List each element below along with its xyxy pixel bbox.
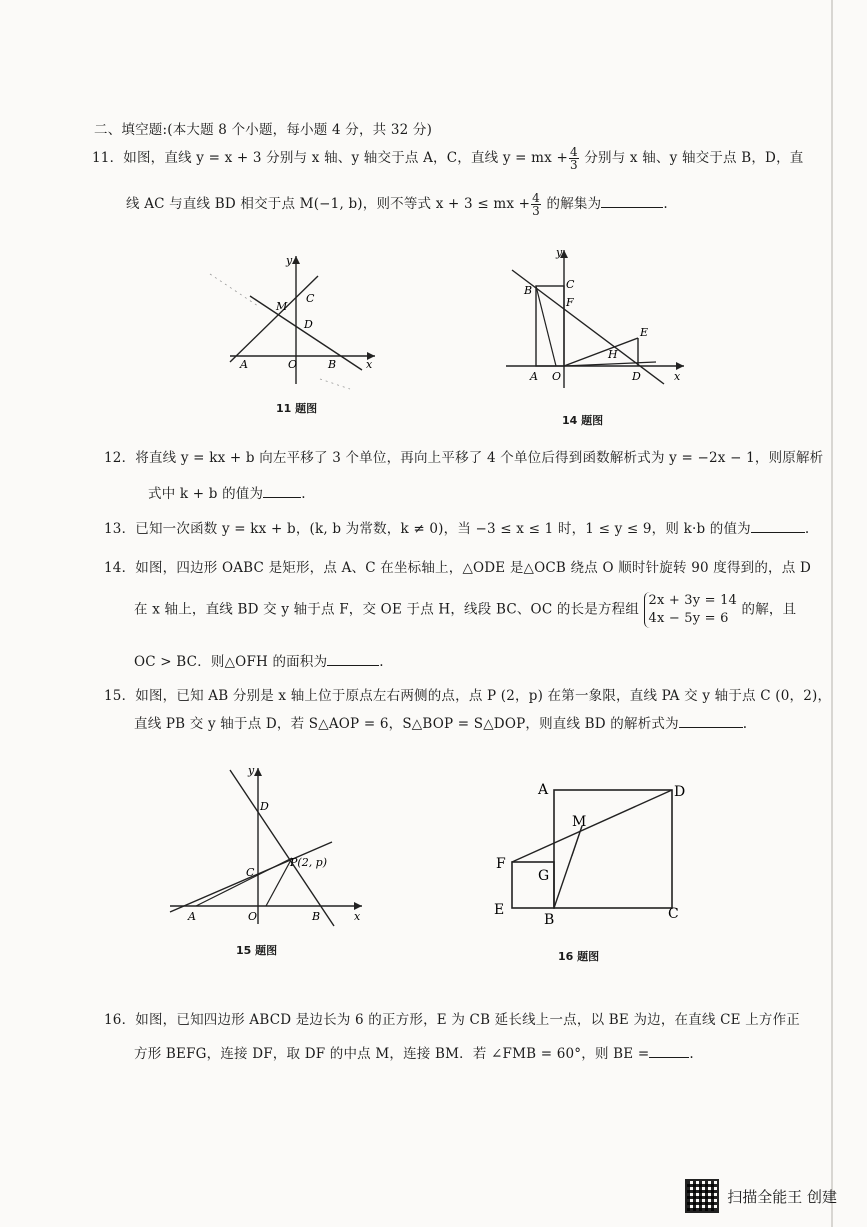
figure-16-caption: 16 题图 <box>558 950 600 963</box>
figure-15 <box>166 760 366 930</box>
question-14-line-2: 在 x 轴上，直线 BD 交 y 轴于点 F，交 OE 于点 H，线段 BC、OC 的长是方程组 2x + 3y = 14 4x − 5y = 6 的解，且 <box>134 593 797 626</box>
fig11-label-m: M <box>276 300 288 313</box>
q11-text-d: 的解集为 <box>542 196 602 212</box>
fig15-label-p: P(2, p) <box>290 856 328 869</box>
question-15-line-2: 直线 PB 交 y 轴于点 D，若 S△AOP = 6，S△BOP = S△DOP，则直线 BD 的解析式为 . <box>134 716 748 732</box>
figure-11-caption: 11 题图 <box>276 402 318 415</box>
fig15-label-b: B <box>312 910 321 923</box>
question-11-line-2: 线 AC 与直线 BD 相交于点 M(−1, b)，则不等式 x + 3 ≤ mx + $\frac{4}{3}$ 的解集为 . <box>126 191 668 218</box>
fig14-label-y: y <box>556 246 563 259</box>
section-heading: 二、填空题:(本大题 8 个小题，每小题 4 分，共 32 分) <box>94 122 433 138</box>
question-15-line-1: 15．如图，已知 AB 分别是 x 轴上位于原点左右两侧的点，点 P (2，p) 在第一象限，直线 PA 交 y 轴于点 C (0，2)， <box>104 688 832 704</box>
fig14-label-f: F <box>566 296 574 309</box>
watermark-text: 扫描全能王 创建 <box>727 1187 837 1206</box>
fig14-label-o: O <box>552 370 562 383</box>
fig11-label-y: y <box>286 254 293 267</box>
fig11-label-x: x <box>366 358 373 371</box>
scanner-watermark <box>685 1179 837 1213</box>
question-11-line-1 <box>92 146 803 171</box>
fig16-label-f: F <box>496 856 506 872</box>
fig14-label-c: C <box>566 278 575 291</box>
fig15-label-a: A <box>188 910 196 923</box>
figure-16 <box>486 770 696 930</box>
fig14-label-d: D <box>632 370 641 383</box>
figure-11 <box>200 244 390 394</box>
fig16-label-m: M <box>572 814 587 830</box>
fig11-label-a: A <box>240 358 248 371</box>
answer-blank[interactable] <box>601 195 663 208</box>
question-14-line-1: 14．如图，四边形 OABC 是矩形，点 A、C 在坐标轴上，△ODE 是△OCB 绕点 O 顺时针旋转 90 度得到的，点 D <box>104 560 811 576</box>
fig14-label-b: B <box>524 284 533 297</box>
answer-blank[interactable] <box>751 520 805 533</box>
question-14-line-3: OC > BC．则△OFH 的面积为 . <box>134 654 384 670</box>
page-edge <box>831 0 833 1227</box>
question-16-line-2: 方形 BEFG，连接 DF，取 DF 的中点 M，连接 BM．若 ∠FMB = 60°，则 BE = . <box>134 1046 694 1062</box>
answer-blank[interactable] <box>263 485 301 498</box>
answer-blank[interactable] <box>679 715 743 728</box>
qr-code-icon <box>685 1179 719 1213</box>
fig15-label-o: O <box>248 910 258 923</box>
fig16-label-d: D <box>674 784 686 800</box>
figure-14 <box>498 240 693 390</box>
fig14-label-e: E <box>640 326 649 339</box>
fig15-label-x: x <box>354 910 361 923</box>
fig16-label-c: C <box>668 906 679 922</box>
fig14-label-x: x <box>674 370 681 383</box>
fig15-label-d: D <box>260 800 269 813</box>
fig11-label-d: D <box>304 318 313 331</box>
q11-text-a: 11．如图，直线 y = x + 3 分别与 x 轴、y 轴交于点 A，C，直线 y = mx + <box>92 150 568 166</box>
answer-blank[interactable] <box>327 653 379 666</box>
figure-14-caption: 14 题图 <box>562 414 604 427</box>
fig15-label-y: y <box>248 764 255 777</box>
fraction: $\frac{4}{3}$ <box>570 145 578 172</box>
figure-15-caption: 15 题图 <box>236 944 278 957</box>
fig14-label-a: A <box>530 370 538 383</box>
question-12-line-2: 式中 k + b 的值为 . <box>148 486 306 502</box>
fig11-label-o: O <box>288 358 298 371</box>
fig16-label-a: A <box>538 782 549 798</box>
equation-system: 2x + 3y = 14 4x − 5y = 6 <box>644 592 737 628</box>
question-16-line-1: 16．如图，已知四边形 ABCD 是边长为 6 的正方形，E 为 CB 延长线上一点，以 BE 为边，在直线 CE 上方作正 <box>104 1012 801 1028</box>
fraction: $\frac{4}{3}$ <box>532 191 541 218</box>
fig16-label-e: E <box>494 902 505 918</box>
fig16-label-b: B <box>544 912 555 928</box>
fig16-label-g: G <box>538 868 550 884</box>
q11-text-c: 线 AC 与直线 BD 相交于点 M(−1, b)，则不等式 x + 3 ≤ mx + <box>126 196 531 212</box>
answer-blank[interactable] <box>649 1045 689 1058</box>
question-13-line-1: 13．已知一次函数 y = kx + b，(k, b 为常数，k ≠ 0)，当 −3 ≤ x ≤ 1 时，1 ≤ y ≤ 9，则 k·b 的值为 . <box>104 521 810 537</box>
fig15-label-c: C <box>246 866 255 879</box>
q11-text-b: 分别与 x 轴、y 轴交于点 B，D，直 <box>579 150 804 166</box>
question-12-line-1: 12．将直线 y = kx + b 向左平移了 3 个单位，再向上平移了 4 个单位后得到函数解析式为 y = −2x − 1，则原解析 <box>104 450 824 466</box>
fig11-label-c: C <box>306 292 315 305</box>
fig11-label-b: B <box>328 358 337 371</box>
fig14-label-h: H <box>608 348 618 361</box>
